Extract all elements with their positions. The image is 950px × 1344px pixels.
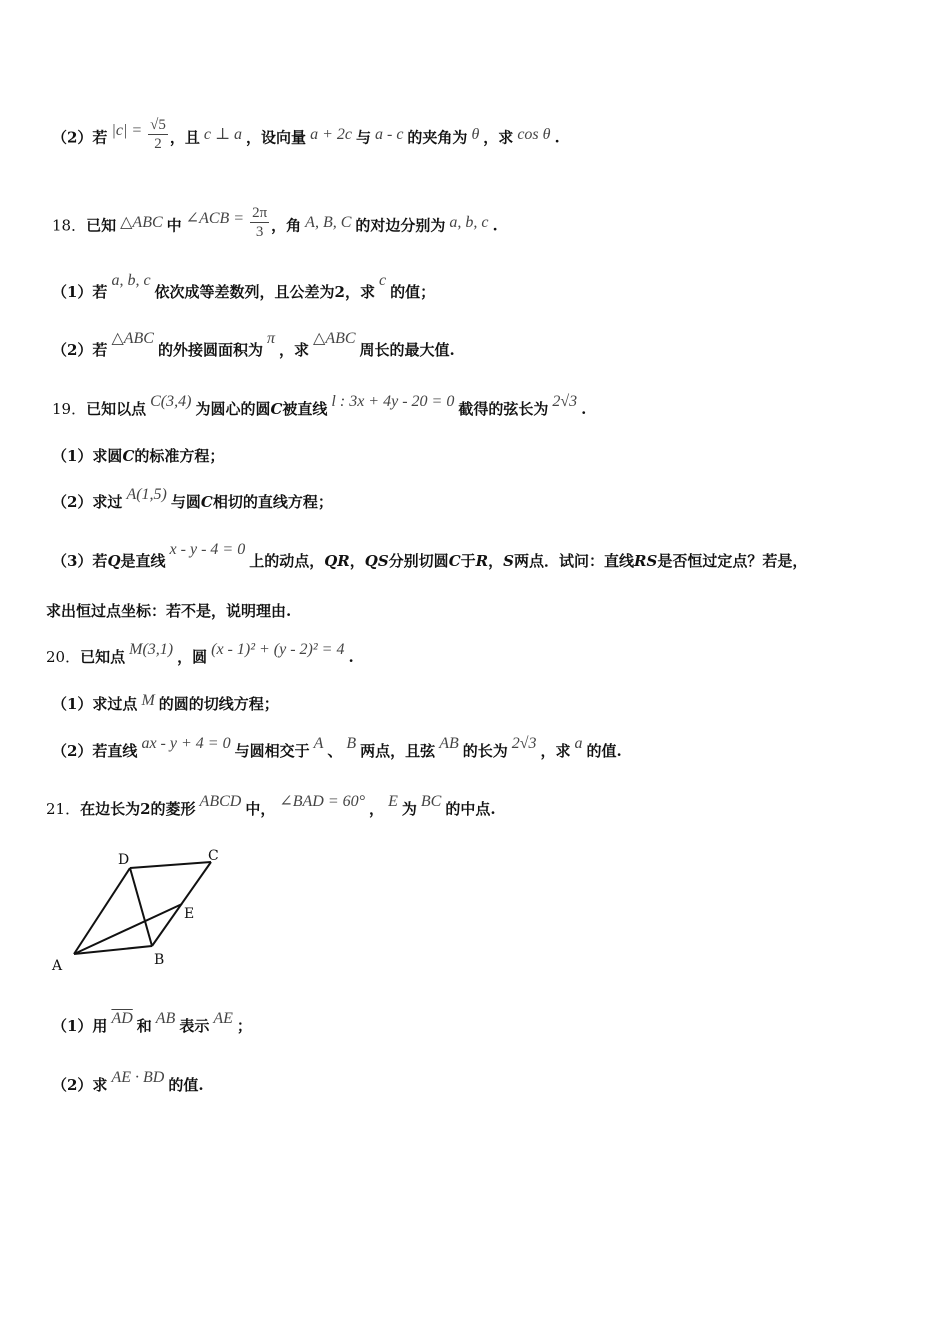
q21-t3: ，	[369, 800, 385, 818]
q18-p2-m2: π	[266, 330, 275, 347]
q19-p3-m: x - y - 4 = 0	[169, 541, 246, 558]
q21-part1	[52, 1010, 898, 1039]
rhombus-figure	[48, 840, 238, 980]
side-ab	[74, 946, 152, 954]
q19-p2-b: C	[200, 493, 213, 511]
q18-t2: 中	[166, 216, 182, 235]
q19-t4: 截得的弦长为	[458, 400, 549, 418]
q18-t3: ，角	[271, 216, 302, 235]
q21-number: 21．	[46, 800, 81, 818]
q17-p2-t3: 与	[355, 128, 371, 147]
q21-p1-m3: AE	[213, 1010, 233, 1027]
q21-t5: 的中点.	[445, 800, 496, 818]
q19-part2	[52, 486, 898, 515]
q19-p3-t2: 上的动点，	[249, 552, 325, 570]
q18-p2-t1: 的外接圆面积为	[157, 341, 263, 359]
q19-p2-m: A(1,5)	[126, 486, 167, 503]
q17-p2-prefix: （2）若	[52, 128, 108, 147]
q19-p1-t: 的标准方程；	[134, 447, 225, 465]
label-b: B	[154, 952, 165, 968]
q20-p2-t4: 的长为	[462, 742, 508, 760]
q19-t2: 为圆心的圆	[195, 400, 271, 418]
q19-p3-cont: 求出恒过点坐标：若不是，说明理由.	[46, 602, 292, 620]
q20-p2-prefix: （2）若直线	[52, 742, 138, 760]
q21-p1-prefix: （1）用	[52, 1017, 108, 1035]
q19-p3-t1: 是直线	[120, 552, 166, 570]
q20-p2-t6: 的值.	[586, 742, 622, 760]
q21-p1-t2: 表示	[179, 1017, 210, 1035]
q20-p2-m2: A	[313, 735, 324, 752]
q20-p2-t5: ，求	[540, 742, 571, 760]
q19-p3-t3: ，	[349, 552, 365, 570]
q17-p2-frac-den: 2	[154, 136, 162, 152]
q18-p2-m3: △ABC	[313, 330, 356, 347]
q19-p1-b: C	[122, 447, 135, 465]
q18-p1-t1: 依次成等差数列，且公差为2，求	[154, 283, 375, 301]
q21-part2	[52, 1069, 898, 1098]
q20-p2-m3: B	[346, 735, 357, 752]
q20-p2-t3: 两点，且弦	[360, 742, 436, 760]
q20-p2-m1: ax - y + 4 = 0	[141, 735, 231, 752]
label-a: A	[52, 958, 63, 974]
q20-p2-m5: 2√3	[511, 735, 537, 752]
q19-p3-t8: 是否恒过定点？若是，	[657, 552, 808, 570]
q19-p3-b7: RS	[634, 552, 658, 570]
q18-part1	[52, 272, 898, 305]
q18-p1-t2: 的值；	[390, 283, 436, 301]
q17-p2-m3: a - c	[374, 125, 404, 143]
q18-p2-prefix: （2）若	[52, 341, 108, 359]
q20-p1-t: 的圆的切线方程；	[158, 695, 279, 713]
q21-m2: ∠BAD = 60°	[279, 793, 366, 810]
q17-p2-m4: θ	[471, 125, 480, 143]
q19-part1	[52, 444, 898, 468]
q17-p2-frac-num: √5	[150, 117, 166, 133]
q18-frac-den: 3	[255, 224, 264, 240]
q21-p1-m1: $\overline{AD}$	[111, 1010, 133, 1027]
q21-t1: 在边长为2的菱形	[80, 800, 196, 818]
q20-t2: ，圆	[177, 648, 208, 666]
q17-p2-t2: ，设向量	[246, 128, 307, 147]
q21-p1-t1: 和	[136, 1017, 152, 1035]
q18-m4: a, b, c	[449, 213, 489, 231]
q21-m3: E	[388, 793, 398, 810]
q18-number: 18．	[52, 216, 87, 235]
q19-p3-b5: R	[475, 552, 489, 570]
q20-p2-m4: AB	[439, 735, 459, 752]
q18-stem	[52, 205, 898, 245]
q19-stem	[52, 393, 898, 422]
q20-p2-t2: 、	[327, 742, 343, 760]
q18-p2-t3: 周长的最大值.	[359, 341, 455, 359]
q17-p2-t6: .	[554, 128, 560, 147]
q20-m1: M(3,1)	[129, 641, 174, 658]
q20-part1	[52, 692, 898, 717]
q20-p1-prefix: （1）求过点	[52, 695, 138, 713]
q21-t4: 为	[401, 800, 417, 818]
q20-part2	[52, 735, 898, 764]
q21-stem	[46, 793, 898, 822]
q18-m3: A, B, C	[305, 213, 352, 231]
q19-t5: .	[581, 400, 587, 418]
q19-p3-t4: 分别切圆	[388, 552, 449, 570]
q19-t1: 已知以点	[86, 400, 147, 418]
q20-p1-m: M	[141, 692, 155, 709]
q21-p1-t3: ；	[236, 1017, 252, 1035]
q18-m1: △ABC	[120, 213, 163, 231]
q17-p2-t4: 的夹角为	[407, 128, 468, 147]
q17-p2-m1: c ⊥ a	[203, 125, 243, 143]
q18-frac	[250, 204, 269, 241]
q20-number: 20．	[46, 648, 81, 666]
q17-p2-frac	[148, 116, 168, 153]
q21-p2-t: 的值.	[168, 1076, 204, 1094]
q18-m2: ∠ACB =	[185, 209, 245, 227]
label-e: E	[184, 906, 195, 922]
q19-m1: C(3,4)	[150, 393, 192, 410]
q17-p2-m5: cos θ	[517, 125, 551, 143]
q18-t1: 已知	[86, 216, 117, 235]
q19-p3-t6: ，	[488, 552, 504, 570]
q17-p2-t1: ，且	[169, 128, 200, 147]
q19-p3-b6: S	[503, 552, 514, 570]
q19-m2: l : 3x + 4y - 20 = 0	[331, 393, 455, 410]
q20-p2-m6: a	[574, 735, 583, 752]
q18-p2-t2: ，求	[279, 341, 310, 359]
q19-p2-prefix: （2）求过	[52, 493, 123, 511]
label-d: D	[118, 852, 130, 868]
q19-p3-b2: QR	[324, 552, 350, 570]
q19-p1-prefix: （1）求圆	[52, 447, 123, 465]
q17-p2-abs: |c| =	[111, 121, 143, 139]
q21-p2-m: AE · BD	[111, 1069, 165, 1086]
q18-frac-num: 2π	[252, 205, 268, 221]
q18-p1-prefix: （1）若	[52, 283, 108, 301]
q19-m3: 2√3	[552, 393, 578, 410]
q19-t3: 被直线	[282, 400, 328, 418]
q19-p2-t2: 相切的直线方程；	[212, 493, 333, 511]
q18-part2	[52, 330, 898, 363]
q21-m1: ABCD	[199, 793, 242, 810]
q21-m4: BC	[420, 793, 442, 810]
q20-t1: 已知点	[80, 648, 126, 666]
q19-number: 19．	[52, 400, 87, 418]
q20-m2: (x - 1)² + (y - 2)² = 4	[211, 641, 345, 658]
q18-t4: 的对边分别为	[355, 216, 446, 235]
q21-t2: 中，	[245, 800, 276, 818]
q19-p3-t7: 两点．试问：直线	[513, 552, 634, 570]
q18-p1-m1: a, b, c	[111, 272, 151, 289]
q20-t3: .	[348, 648, 354, 666]
q19-b1: C	[270, 400, 283, 418]
q17-p2-m2: a + 2c	[310, 125, 352, 143]
q20-stem	[46, 641, 898, 670]
q19-p3-prefix: （3）若	[52, 552, 108, 570]
q19-part3-continued	[46, 599, 898, 623]
q21-p1-m2: AB	[155, 1010, 176, 1027]
q18-p1-m2: c	[379, 272, 387, 289]
q19-p3-t5: 于	[460, 552, 476, 570]
q20-p2-t1: 与圆相交于	[234, 742, 310, 760]
q19-p2-t1: 与圆	[170, 493, 201, 511]
side-cd	[130, 862, 211, 868]
q19-p3-b4: C	[448, 552, 461, 570]
q18-p2-m1: △ABC	[111, 330, 154, 347]
q17-part2	[52, 117, 898, 157]
label-c: C	[208, 848, 219, 864]
q19-p3-b3: QS	[364, 552, 389, 570]
q19-p3-b1: Q	[107, 552, 121, 570]
q21-p2-prefix: （2）求	[52, 1076, 108, 1094]
q17-p2-t5: ，求	[483, 128, 514, 147]
diagonal-bd	[130, 868, 152, 946]
q18-t5: .	[492, 216, 498, 235]
q19-part3	[52, 541, 898, 574]
